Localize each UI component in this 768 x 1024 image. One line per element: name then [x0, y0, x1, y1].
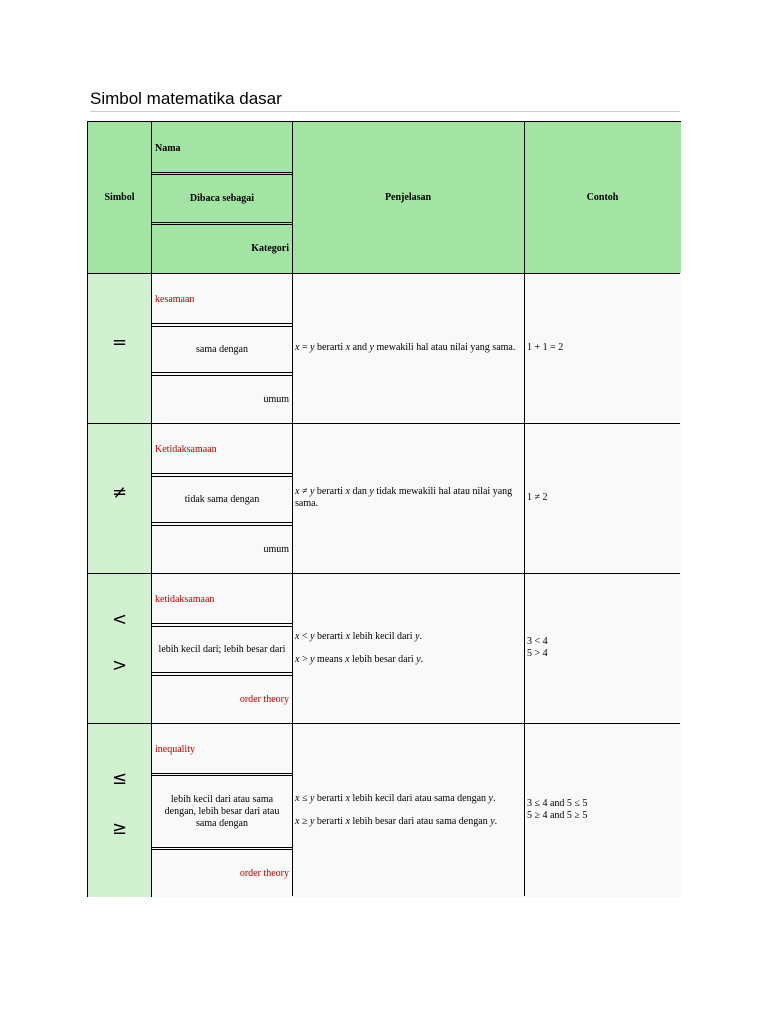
- header-nama: Nama: [151, 126, 292, 173]
- header-simbol: Simbol: [88, 122, 151, 273]
- header-nama-group: [151, 122, 292, 273]
- col-divider: [524, 122, 525, 896]
- example-not-equal: 1 ≠ 2: [524, 423, 681, 573]
- header-dibaca: Dibaca sebagai: [151, 174, 292, 223]
- row-divider: [88, 273, 680, 274]
- explanation-less-greater: x < y berarti x lebih kecil dari y. x > y means x lebih besar dari y.: [292, 573, 524, 723]
- row-divider: [88, 573, 680, 574]
- header-contoh: Contoh: [524, 122, 681, 273]
- symbol-cell-less-greater: [88, 573, 151, 723]
- read-leq-geq: lebih kecil dari atau sama dengan, lebih besar dari atau sama dengan: [151, 775, 292, 848]
- name-less-greater: ketidaksamaan: [151, 577, 292, 624]
- symbol-cell-leq-geq: [88, 723, 151, 897]
- symbol-equals: =: [111, 332, 128, 353]
- symbol-greater-equal: ≥: [111, 818, 128, 839]
- example-equals: 1 + 1 = 2: [524, 273, 681, 423]
- read-not-equal: tidak sama dengan: [151, 476, 292, 523]
- read-less-greater: lebih kecil dari; lebih besar dari: [151, 626, 292, 673]
- page-title: Simbol matematika dasar: [90, 89, 282, 108]
- row-divider: [88, 423, 680, 424]
- symbols-table: [87, 121, 681, 897]
- symbol-not-equal: ≠: [111, 482, 128, 503]
- name-group-less-greater: [151, 573, 292, 723]
- category-not-equal: umum: [151, 525, 292, 573]
- category-leq-geq: order theory: [151, 849, 292, 897]
- symbol-less-than: <: [111, 609, 128, 630]
- read-equals: sama dengan: [151, 326, 292, 373]
- explanation-equals: x = y berarti x and y mewakili hal atau nilai yang sama.: [292, 273, 524, 423]
- symbol-cell-equals: [88, 273, 151, 423]
- symbol-cell-not-equal: [88, 423, 151, 573]
- symbol-greater-than: >: [111, 655, 128, 676]
- name-equals: kesamaan: [151, 277, 292, 324]
- row-divider: [88, 723, 680, 724]
- example-less-greater: 3 < 4 5 > 4: [524, 573, 681, 723]
- name-not-equal: Ketidaksamaan: [151, 427, 292, 474]
- col-divider: [151, 122, 152, 896]
- name-group-leq-geq: [151, 723, 292, 897]
- header-kategori: Kategori: [151, 224, 292, 273]
- category-less-greater: order theory: [151, 675, 292, 723]
- explanation-not-equal: x ≠ y berarti x dan y tidak mewakili hal atau nilai yang sama.: [292, 423, 524, 573]
- explanation-leq-geq: x ≤ y berarti x lebih kecil dari atau sama dengan y. x ≥ y berarti x lebih besar dari atau sama dengan y.: [292, 723, 524, 897]
- name-group-not-equal: [151, 423, 292, 573]
- example-leq-geq: 3 ≤ 4 and 5 ≤ 5 5 ≥ 4 and 5 ≥ 5: [524, 723, 681, 897]
- title-divider: [90, 111, 680, 112]
- name-group-equals: [151, 273, 292, 423]
- symbol-less-equal: ≤: [111, 768, 128, 789]
- col-divider: [292, 122, 293, 896]
- header-penjelasan: Penjelasan: [292, 122, 524, 273]
- name-leq-geq: inequality: [151, 727, 292, 774]
- category-equals: umum: [151, 375, 292, 423]
